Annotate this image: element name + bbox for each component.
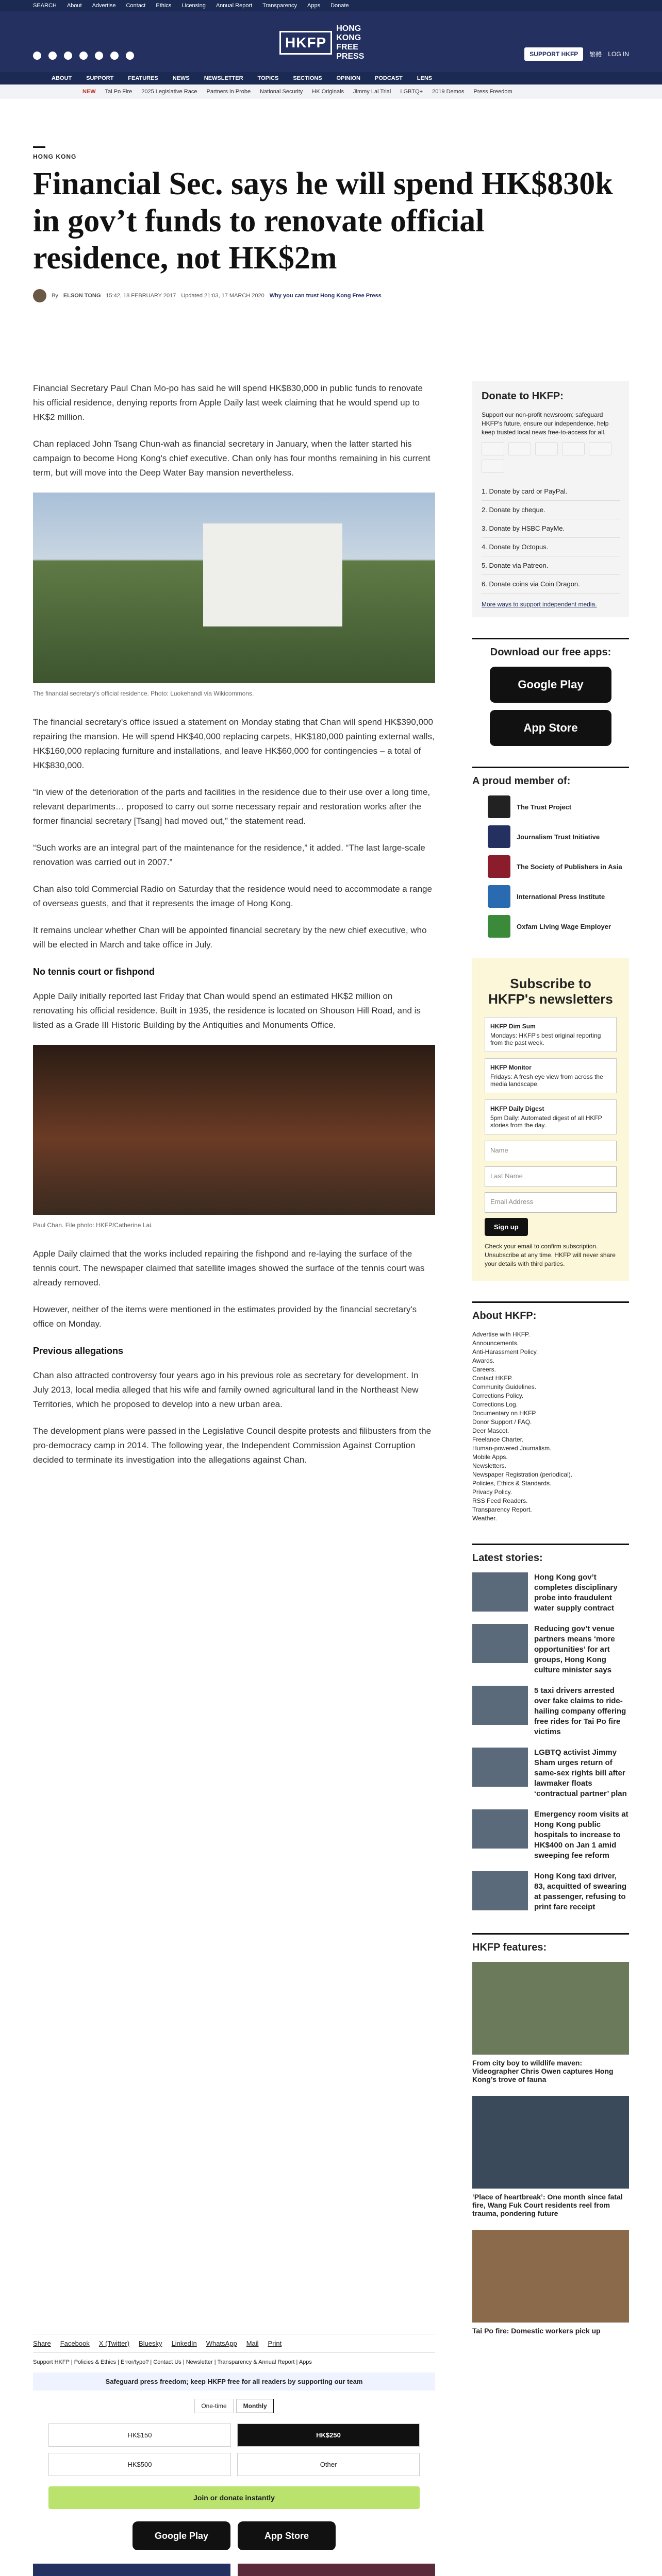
about-link[interactable]: Careers. [472, 1366, 496, 1373]
paragraph: “Such works are an integral part of the maintenance for the residence,” it added. “The last large-scale renovation was carried out in 2007.” [33, 843, 425, 867]
about-link[interactable]: RSS Feed Readers. [472, 1497, 528, 1504]
youtube-icon[interactable] [79, 52, 88, 60]
new-badge: NEW [82, 89, 96, 95]
about-link[interactable]: Human-powered Journalism. [472, 1445, 552, 1452]
site-header [0, 11, 662, 72]
name-field[interactable]: Name [485, 1141, 617, 1161]
nav-item[interactable]: SUPPORT [86, 75, 114, 81]
share-link[interactable]: Facebook [60, 2340, 90, 2347]
threads-icon[interactable] [95, 52, 103, 60]
share-link[interactable]: Share [33, 2340, 51, 2347]
residence-photo [33, 493, 435, 683]
top-link[interactable]: Contact [126, 3, 146, 9]
top-link[interactable]: SEARCH [33, 3, 57, 9]
latest-stories [472, 1544, 629, 1912]
about-link[interactable]: Community Guidelines. [472, 1383, 537, 1391]
page-title: Financial Sec. says he will spend HK$830k in gov’t funds to renovate official residence, not HK$2m [33, 166, 613, 276]
latest-title: Latest stories: [472, 1552, 543, 1564]
social-icons [33, 52, 134, 60]
about-link[interactable]: Transparency Report. [472, 1506, 532, 1513]
top-link[interactable]: Ethics [156, 3, 172, 9]
publish-date: 15:42, 18 FEBRUARY 2017 [106, 293, 176, 299]
trending-link[interactable]: Press Freedom [473, 89, 512, 95]
about-link[interactable]: Awards. [472, 1357, 495, 1364]
story-item[interactable]: Reducing gov’t venue partners means ‘more opportunities’ for art groups, Hong Kong culture minister says [472, 1624, 629, 1675]
paragraph: It remains unclear whether Chan will be appointed financial secretary by the new chief executive, who will be elected in March and take office in July. [33, 925, 427, 950]
tier-option[interactable]: HK$150 [48, 2424, 231, 2447]
newsletter-option[interactable]: HKFP Monitor Fridays: A fresh eye view from across the media landscape. [485, 1058, 617, 1093]
app-store-badge[interactable]: App Store [238, 2521, 336, 2550]
paragraph: Financial Secretary Paul Chan Mo-po has said he will spend HK$830,000 in public funds to renovate his official residence, denying reports from Apple Daily last week claiming that he would spend up to HK$2 million. [33, 383, 423, 422]
newsletter-option[interactable]: HKFP Daily Digest 5pm Daily: Automated digest of all HKFP stories from the day. [485, 1099, 617, 1134]
trending-link[interactable]: Tai Po Fire [105, 89, 133, 95]
story-item[interactable]: Hong Kong gov’t completes disciplinary probe into fraudulent water supply contract [472, 1572, 629, 1614]
divider [33, 146, 45, 148]
share-link[interactable]: X (Twitter) [98, 2340, 130, 2347]
signup-button[interactable]: Sign up [485, 1218, 528, 1236]
support-promo[interactable] [238, 2564, 435, 2576]
about-link[interactable]: Freelance Charter. [472, 1436, 524, 1443]
member-logo[interactable]: International Press Institute [488, 885, 629, 908]
avatar [33, 289, 46, 302]
paragraph: Apple Daily claimed that the works included repairing the fishpond and re-laying the surface of the tennis court. The newspaper claimed that satellite images showed the surface of the tennis court was already removed. [33, 1249, 425, 1287]
section-heading: Previous allegations [33, 1346, 124, 1356]
about-link[interactable]: Newspaper Registration (periodical). [472, 1471, 573, 1478]
paragraph: However, neither of the items were mentioned in the estimates provided by the financial secretary's office on Monday. [33, 1304, 417, 1329]
about-link[interactable]: Policies, Ethics & Standards. [472, 1480, 552, 1487]
about-link[interactable]: Contact HKFP. [472, 1375, 513, 1382]
trending-bar [0, 84, 662, 99]
about-title: About HKFP: [472, 1310, 537, 1321]
category-kicker[interactable]: HONG KONG [33, 153, 77, 160]
main-nav [0, 72, 662, 84]
nav-item[interactable]: NEWSLETTER [204, 75, 243, 81]
payme-icon [562, 442, 585, 455]
story-item[interactable]: 5 taxi drivers arrested over fake claims to ride-hailing company offering free rides for Tai Po fire victims [472, 1686, 629, 1737]
safeguard-banner: Safeguard press freedom; keep HKFP free for all readers by supporting our team [33, 2372, 435, 2391]
language-link[interactable]: 繁體 [589, 50, 602, 58]
trust-link[interactable]: Why you can trust Hong Kong Free Press [269, 293, 382, 299]
section-heading: No tennis court or fishpond [33, 967, 155, 977]
top-link[interactable]: About [67, 3, 82, 9]
member-logo[interactable]: Journalism Trust Initiative [488, 825, 629, 848]
nav-item[interactable]: OPINION [336, 75, 360, 81]
trending-link[interactable]: 2025 Legislative Race [141, 89, 197, 95]
trending-link[interactable]: Jimmy Lai Trial [353, 89, 391, 95]
author-link[interactable]: ELSON TONG [63, 293, 101, 299]
ethics-promo[interactable] [33, 2564, 230, 2576]
donate-way[interactable]: 4. Donate by Octopus. [482, 538, 620, 556]
sidebar [472, 381, 629, 2347]
one-time-toggle[interactable]: One-time [194, 2399, 233, 2413]
donate-box [472, 381, 629, 617]
story-item[interactable]: Hong Kong taxi driver, 83, acquitted of swearing at passenger, refusing to print fare receipt [472, 1871, 629, 1912]
donate-title: Donate to HKFP: [482, 391, 564, 402]
about-link[interactable]: Mobile Apps. [472, 1453, 508, 1461]
article-footer [33, 2334, 435, 2576]
article-body [33, 381, 435, 1480]
story-item[interactable]: Emergency room visits at Hong Kong public hospitals to increase to HK$400 on Jan 1 amid sweeping fee reform [472, 1809, 629, 1861]
instagram-icon[interactable] [64, 52, 72, 60]
paragraph: The financial secretary's office issued a statement on Monday stating that Chan will spend HK$390,000 repairing the mansion. He will spend HK$40,000 replacing carpets, HK$180,000 painting external walls, HK$160,000 replacing furniture and installations, and leave HK$60,000 for contingencies – a total of HK$830,000. [33, 717, 435, 770]
features-box [472, 1933, 629, 2335]
tier-option[interactable]: HK$250 [237, 2424, 420, 2447]
about-link[interactable]: Announcements. [472, 1340, 519, 1347]
member-title: A proud member of: [472, 775, 571, 787]
apps-box [472, 638, 629, 746]
nav-item[interactable]: LENS [417, 75, 433, 81]
about-link[interactable]: Donor Support / FAQ. [472, 1418, 532, 1426]
newsletter-title: Subscribe to HKFP's newsletters [488, 976, 613, 1007]
about-link[interactable]: Weather. [472, 1515, 497, 1522]
feature-item[interactable]: From city boy to wildlife maven: Videographer Chris Owen captures Hong Kong’s trove of fauna [472, 1962, 629, 2083]
trending-link[interactable]: Partners in Probe [206, 89, 251, 95]
site-logo[interactable]: HKFP HONG KONG FREE PRESS [279, 28, 383, 58]
linkedin-icon[interactable] [110, 52, 119, 60]
donate-text: Support our non-profit newsroom; safeguard HKFP's future, ensure our independence, help keep trusted local news free-to-access for all. [482, 411, 609, 436]
utility-bar [0, 0, 662, 11]
google-play-badge[interactable]: Google Play [133, 2521, 230, 2550]
nav-item[interactable]: ABOUT [52, 75, 72, 81]
tier-option[interactable]: HK$500 [48, 2453, 231, 2476]
share-link[interactable]: Mail [246, 2340, 259, 2347]
top-link[interactable]: Advertise [92, 3, 116, 9]
top-link[interactable]: Annual Report [216, 3, 253, 9]
paul-chan-photo [33, 1045, 435, 1215]
updated-date: Updated 21:03, 17 MARCH 2020 [181, 293, 264, 299]
share-bar [33, 2334, 435, 2353]
share-link[interactable]: Bluesky [139, 2340, 162, 2347]
nav-item[interactable]: PODCAST [375, 75, 403, 81]
about-link[interactable]: Deer Mascot. [472, 1427, 509, 1434]
google-play-badge[interactable]: Google Play [490, 667, 611, 703]
apps-title: Download our free apps: [490, 647, 611, 658]
by-label: By [52, 293, 58, 299]
member-logo[interactable]: The Trust Project [488, 795, 629, 818]
telegram-icon[interactable] [126, 52, 134, 60]
about-link[interactable]: Privacy Policy. [472, 1488, 512, 1496]
article-header [33, 134, 629, 302]
trending-link[interactable]: HK Originals [312, 89, 344, 95]
email-field[interactable]: Email Address [485, 1192, 617, 1213]
share-link[interactable]: Print [268, 2340, 282, 2347]
photo-caption: Paul Chan. File photo: HKFP/Catherine Lai. [33, 1222, 153, 1229]
member-logo[interactable]: The Society of Publishers in Asia [488, 855, 629, 878]
join-button[interactable]: Join or donate instantly [48, 2486, 420, 2509]
x-icon[interactable] [48, 52, 57, 60]
paragraph: Chan also told Commercial Radio on Saturday that the residence would need to accommodate a range of overseas guests, and that it represents the image of Hong Kong. [33, 884, 432, 908]
about-link[interactable]: Documentary on HKFP. [472, 1410, 537, 1417]
about-link[interactable]: Newsletters. [472, 1462, 507, 1469]
newsletter-note: Check your email to confirm subscription. Unsubscribe at any time. HKFP will never share your details with third parties. [485, 1243, 616, 1267]
trending-link[interactable]: 2019 Demos [432, 89, 465, 95]
about-link[interactable]: Anti-Harassment Policy. [472, 1348, 538, 1355]
newsletter-box [472, 958, 629, 1281]
photo-caption: The financial secretary's official residence. Photo: Luokehandi via Wikicommons. [33, 690, 254, 697]
nav-item[interactable]: NEWS [172, 75, 190, 81]
trending-link[interactable]: LGBTQ+ [400, 89, 423, 95]
donate-way[interactable]: 6. Donate coins via Coin Dragon. [482, 575, 620, 594]
about-box [472, 1301, 629, 1523]
donate-way[interactable]: 3. Donate by HSBC PayMe. [482, 519, 620, 538]
nav-item[interactable]: TOPICS [257, 75, 279, 81]
about-link[interactable]: Corrections Policy. [472, 1392, 524, 1399]
support-button[interactable]: SUPPORT HKFP [524, 47, 583, 61]
last-name-field[interactable]: Last Name [485, 1166, 617, 1187]
about-link[interactable]: Corrections Log. [472, 1401, 518, 1408]
paragraph: Chan also attracted controversy four years ago in his previous role as secretary for development. In July 2013, local media alleged that his wife and family owned agricultural land in the Northeast New Territories, which he proposed to develop into a new urban area. [33, 1370, 419, 1409]
member-logo[interactable]: Oxfam Living Wage Employer [488, 915, 629, 938]
top-link[interactable]: Apps [307, 3, 321, 9]
features-title: HKFP features: [472, 1942, 547, 1953]
nav-item[interactable]: SECTIONS [293, 75, 322, 81]
newsletter-option[interactable]: HKFP Dim Sum Mondays: HKFP's best original reporting from the past week. [485, 1017, 617, 1052]
paragraph: Chan replaced John Tsang Chun-wah as financial secretary in January, when the latter started his campaign to become Hong Kong's chief executive. Chan only has four months remaining in his current term, but will move into the Deep Water Bay mansion nevertheless. [33, 439, 431, 478]
paragraph: Apple Daily initially reported last Friday that Chan would spend an estimated HK$2 million on renovating his official residence. Built in 1935, the residence is located on Shouson Hill Road, and is listed as a Grade III Historic Building by the Antiquities and Monuments Office. [33, 991, 421, 1030]
top-link[interactable]: Donate [330, 3, 349, 9]
mastercard-icon [508, 442, 531, 455]
byline [33, 289, 629, 302]
more-ways-link[interactable]: More ways to support independent media. [482, 601, 597, 608]
top-link[interactable]: Transparency [262, 3, 297, 9]
share-link[interactable]: WhatsApp [206, 2340, 237, 2347]
donate-way[interactable]: 5. Donate via Patreon. [482, 556, 620, 575]
login-link[interactable]: LOG IN [608, 50, 629, 58]
story-item[interactable]: LGBTQ activist Jimmy Sham urges return of same-sex rights bill after lawmaker floats ‘contractual partner’ plan [472, 1748, 629, 1799]
nav-item[interactable]: FEATURES [128, 75, 158, 81]
monthly-toggle[interactable]: Monthly [237, 2399, 274, 2413]
patreon-icon [482, 460, 504, 473]
visa-icon [482, 442, 504, 455]
donation-tiers [48, 2424, 420, 2476]
about-link[interactable]: Advertise with HKFP. [472, 1331, 530, 1338]
payment-icons [482, 442, 620, 473]
member-box [472, 767, 629, 938]
paragraph: The development plans were passed in the Legislative Council despite protests and filibusters from the pro-democracy camp in 2014. The following year, the Independent Commission Against Corruption decided to terminate its investigation into the allegations against Chan. [33, 1426, 432, 1465]
feature-item[interactable]: Tai Po fire: Domestic workers pick up [472, 2230, 629, 2335]
trending-link[interactable]: National Security [260, 89, 303, 95]
facebook-icon[interactable] [33, 52, 41, 60]
feature-item[interactable]: ‘Place of heartbreak’: One month since fatal fire, Wang Fuk Court residents reel from trauma, pondering future [472, 2096, 629, 2217]
octopus-icon [589, 442, 611, 455]
paypal-icon [535, 442, 558, 455]
share-link[interactable]: LinkedIn [171, 2340, 197, 2347]
paragraph: “In view of the deterioration of the parts and facilities in the residence due to their use over a long time, relevant departments… proposed to carry out some necessary repair and restoration works after the former financial secretary [Tsang] had moved out,” the statement read. [33, 787, 431, 826]
donate-way[interactable]: 2. Donate by cheque. [482, 501, 620, 519]
app-store-badge[interactable]: App Store [490, 710, 611, 746]
donate-way[interactable]: 1. Donate by card or PayPal. [482, 482, 620, 501]
footer-links[interactable]: Support HKFP | Policies & Ethics | Error/typo? | Contact Us | Newsletter | Transparency & Annual Report | Apps [33, 2359, 312, 2365]
tier-option[interactable]: Other [237, 2453, 420, 2476]
top-link[interactable]: Licensing [181, 3, 206, 9]
